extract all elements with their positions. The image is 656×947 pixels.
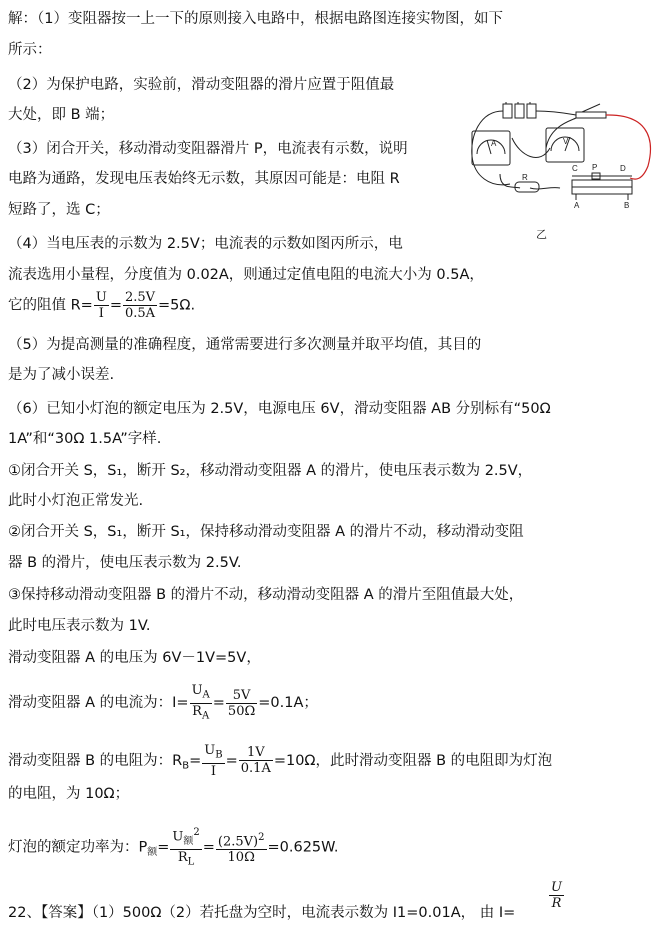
figure-caption: 乙 [536,229,547,241]
label-c: C [572,164,578,173]
frac-den: 0.1A [240,761,271,777]
frac-num [202,743,224,764]
line-25-suffix: =0.625W. [267,839,339,856]
text-line-13: （6）已知小灯泡的额定电压为 2.5V，电源电压 6V，滑动变阻器 AB 分别标有“50Ω [8,401,551,417]
frac-num-main: U [172,829,184,845]
frac-num-sup: 2 [193,827,200,838]
frac-den-main: R [177,849,188,865]
text-line-21: 滑动变阻器 A 的电压为 6V－1V=5V， [8,650,261,666]
text-line-14: 1A”和“30Ω 1.5A”字样. [8,431,162,447]
frac-num [190,683,212,704]
frac-num [170,825,201,850]
fraction-u-over-r [549,880,564,911]
voltmeter-label: V [563,137,569,146]
line-10-prefix: 它的阻值 R= [8,297,93,314]
fraction-2-5v-over-0-5a [123,290,157,321]
text-line-7: 短路了，选 C； [8,202,110,218]
frac-num-sub: 额 [183,835,194,847]
frac-num-sub: A [202,689,210,701]
label-d: D [620,164,626,173]
text-line-22: 滑动变阻器 A 的电流为：I= $\frac{U_A}{R_A}$ = $\frac{5V}{50\Omega}$ =0.1A； [8,683,318,722]
switch-icon [576,104,606,118]
frac-den-main: R [192,703,202,719]
frac-den: R [551,896,562,911]
text-line-5: （3）闭合开关，移动滑动变阻器滑片 P，电流表有示数，说明 [8,141,408,157]
text-line-18: 器 B 的滑片，使电压表示数为 2.5V. [8,555,242,571]
ammeter-icon [472,131,510,165]
frac-den: 10Ω [227,849,255,865]
fraction-2-5v-squared-over-10ohm [216,830,267,865]
text-line-23: 滑动变阻器 B 的电阻为：$R_B=$ $\frac{U_B}{I}$ = $\frac{1V}{0.1A}$ =10Ω，此时滑动变阻器 B 的电阻即为灯泡 [8,743,553,779]
frac-num-sub: B [215,749,223,761]
text-line-20: 此时电压表示数为 1V. [8,618,151,634]
frac-num: 5V [226,688,257,704]
frac-num-main: U [204,743,216,758]
line-22-suffix: =0.1A； [258,695,318,712]
text-line-19: ③保持移动滑动变阻器 B 的滑片不动，移动滑动变阻器 A 的滑片至阻值最大处， [8,587,524,603]
text-line-16: 此时小灯泡正常发光. [8,493,144,509]
line-23-sub: B [182,760,190,772]
frac-num-main: (2.5V) [217,833,259,849]
frac-den: I [210,763,217,779]
text-line-4: 大处，即 B 端； [8,107,115,123]
text-line-11: （5）为提高测量的准确程度，通常需要进行多次测量并取平均值，其目的 [8,337,482,353]
fraction-1v-over-0-1a [239,745,273,776]
text-line-26 [8,902,515,924]
ammeter-label: A [491,139,497,148]
text-line-2: 所示： [8,42,52,58]
battery-icon [503,102,536,118]
red-wire [606,115,650,179]
line-26-prefix: 22、【答案】（1）500Ω（2）若托盘为空时，电流表示数为 I1=0.01A， 由 I= [8,905,516,921]
frac-num: 2.5V [124,290,156,305]
line-25-prefix: 灯泡的额定功率为：P [8,839,148,856]
text-line-8: （4）当电压表的示数为 2.5V；电流表的示数如图丙所示，电 [8,236,403,252]
fraction-ub-over-i [202,743,224,779]
text-line-6: 电路为通路，发现电压表始终无示数，其原因可能是：电阻 R [8,171,400,187]
text-line-3: （2）为保护电路，实验前，滑动变阻器的滑片应置于阻值最 [8,77,395,93]
line-10-suffix: =5Ω. [158,297,196,314]
text-line-12: 是为了减小误差. [8,367,115,383]
label-a: A [574,201,580,210]
text-line-25: 灯泡的额定功率为：$P_额=$ $\frac{U_额^2}{R_L}$ = $\frac{(2.5V)^2}{10\Omega}$ =0.625W. [8,827,339,868]
label-r: R [522,173,528,182]
frac-den [190,704,212,724]
text-line-24: 的电阻，为 10Ω； [8,786,130,802]
line-23-prefix: 滑动变阻器 B 的电阻为：R [8,752,183,769]
frac-den: 50Ω [227,703,256,719]
rheostat-icon [572,173,632,200]
fraction-ua-over-ra [190,683,212,723]
text-line-17: ②闭合开关 S，S₁，断开 S₁，保持移动滑动变阻器 A 的滑片不动，移动滑动变阻 [8,524,524,540]
line-25-sub: 额 [147,847,158,859]
frac-num: 1V [239,745,273,761]
fraction-u-squared-over-rl [170,825,201,870]
frac-den: I [98,306,104,321]
line-23-suffix: =10Ω，此时滑动变阻器 B 的电阻即为灯泡 [273,752,553,769]
fraction-u-over-r-partial [548,880,565,911]
resistor-icon [515,182,539,192]
text-line-1: 解：（1）变阻器按一上一下的原则接入电路中，根据电路图连接实物图，如下 [8,11,503,27]
circuit-figure [460,96,656,246]
text-line-15: ①闭合开关 S，S₁，断开 S₂，移动滑动变阻器 A 的滑片，使电压表示数为 2.5V， [8,463,533,479]
label-p: P [592,163,598,172]
label-b: B [624,201,630,210]
frac-den [170,850,201,870]
frac-num-main: U [191,683,203,698]
line-22-prefix: 滑动变阻器 A 的电流为：I= [8,695,189,712]
text-line-9: 流表选用小量程，分度值为 0.02A，则通过定值电阻的电流大小为 0.5A， [8,267,484,283]
fraction-u-over-i [94,290,109,321]
text-line-10: 它的阻值 R= $\frac{U}{I}$ = $\frac{2.5V}{0.5A}$ =5Ω. [8,290,196,321]
frac-num: U [551,880,562,895]
frac-num: U [95,290,107,305]
frac-den-sub: L [187,856,195,868]
frac-den-sub: A [201,710,210,722]
frac-den: 0.5A [124,306,156,321]
frac-num [216,830,267,850]
fraction-5v-over-50ohm [226,688,257,719]
frac-num-sup: 2 [258,831,265,843]
